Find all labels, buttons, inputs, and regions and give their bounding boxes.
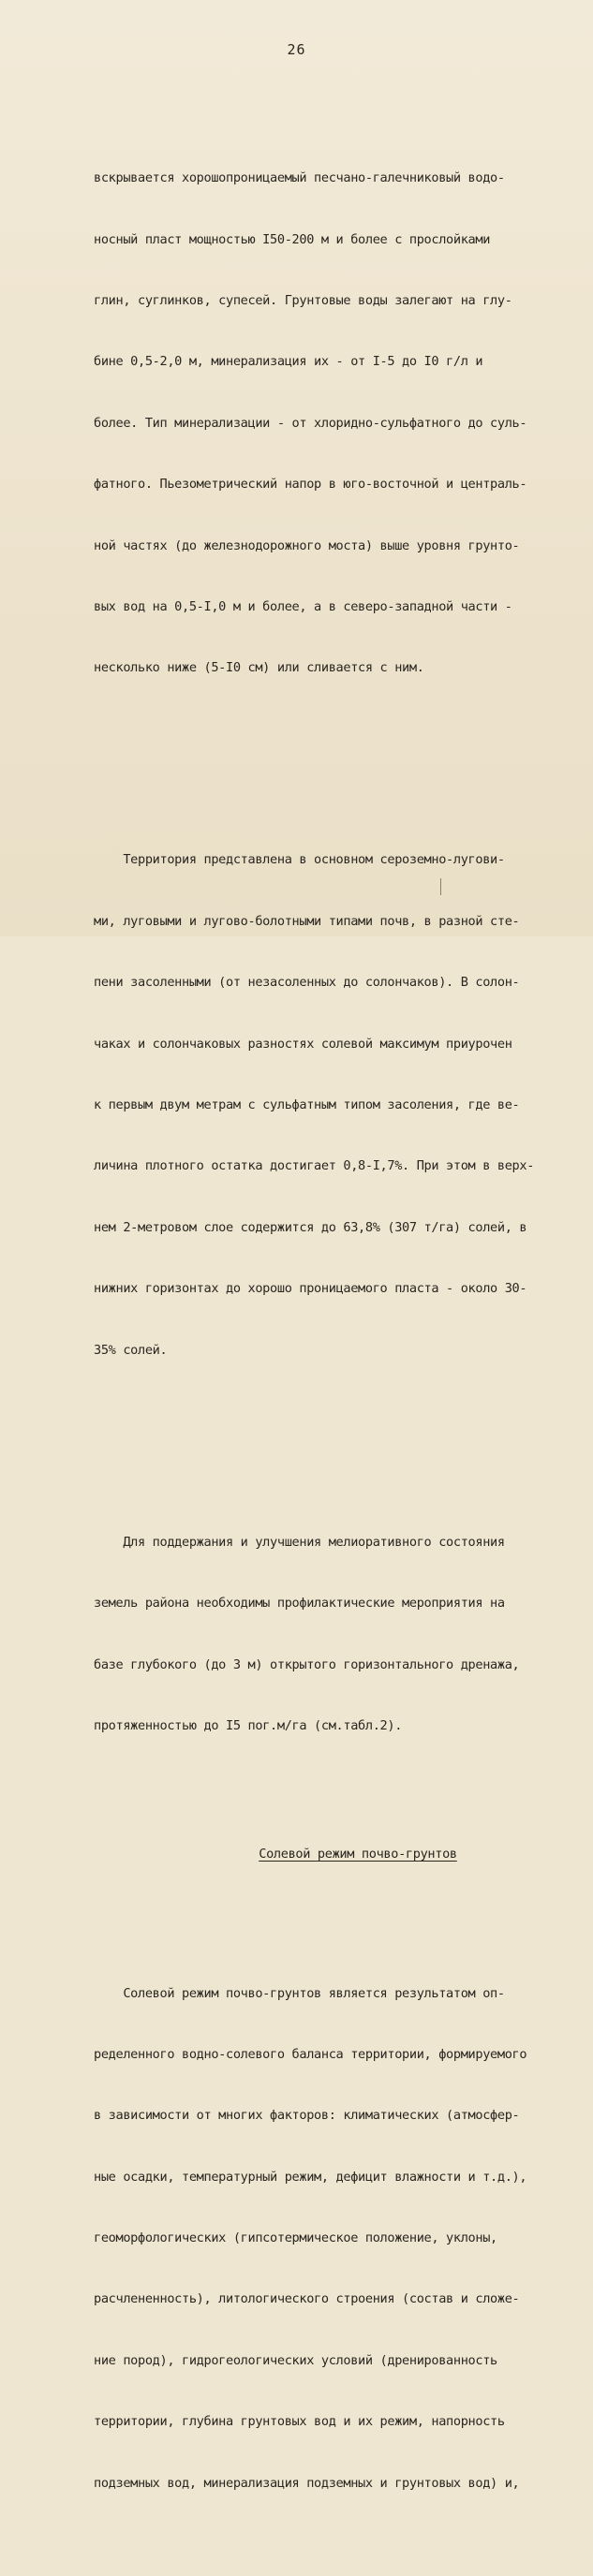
text-line: ные осадки, температурный режим, дефицит влажности и т.д.),	[94, 2169, 527, 2185]
text-line: глин, суглинков, супесей. Грунтовые воды залегают на глу-	[94, 292, 512, 308]
text-line: земель района необходимы профилактические мероприятия на	[94, 1596, 505, 1612]
text-line: протяженностью до I5 пог.м/га (см.табл.2).	[94, 1717, 403, 1733]
text-line: ной частях (до железнодорожного моста) выше уровня грунто-	[94, 537, 520, 553]
text-line: ределенного водно-солевого баланса территории, формируемого	[94, 2046, 527, 2062]
text-line: носный пласт мощностью I50-200 м и более с прослойками	[94, 231, 491, 247]
text-line: 35% солей.	[94, 1342, 168, 1358]
text-line: базе глубокого (до 3 м) открытого горизонтального дренажа,	[94, 1656, 520, 1672]
section-title: Солевой режим почво-грунтов	[259, 1846, 457, 1862]
text-line: подземных вод, минерализация подземных и грунтовых вод) и,	[94, 2475, 520, 2491]
text-line: Территория представлена в основном сероземно-лугови-	[94, 852, 505, 868]
paragraph-1	[94, 128, 566, 720]
scan-mark	[440, 878, 441, 895]
text-line: вскрывается хорошопроницаемый песчано-галечниковый водо-	[94, 170, 505, 186]
text-line: территории, глубина грунтовых вод и их режим, напорность	[94, 2414, 505, 2430]
text-line: личина плотного остатка достигает 0,8-I,7%. При этом в верх-	[94, 1158, 535, 1174]
text-line: к первым двум метрам с сульфатным типом засоления, где ве-	[94, 1097, 520, 1113]
text-line: пени засоленными (от незасоленных до солончаков). В солон-	[94, 975, 520, 991]
paragraph-gap	[94, 1443, 566, 1451]
text-line: ми, луговыми и лугово-болотными типами почв, в разной сте-	[94, 913, 520, 929]
text-line: в зависимости от многих факторов: климатических (атмосфер-	[94, 2108, 520, 2124]
text-line: несколько ниже (5-I0 см) или сливается с ним.	[94, 660, 424, 676]
text-line: бине 0,5-2,0 м, минерализация их - от I-5 до I0 г/л и	[94, 354, 483, 370]
text-line: вых вод на 0,5-I,0 м и более, а в северо-западной части -	[94, 598, 512, 614]
section-paragraph	[94, 1943, 566, 2535]
text-line: фатного. Пьезометрический напор в юго-восточной и централь-	[94, 477, 527, 493]
text-line: геоморфологических (гипсотермическое положение, уклоны,	[94, 2230, 497, 2246]
text-line: более. Тип минерализации - от хлоридно-сульфатного до суль-	[94, 415, 527, 431]
page-number: 26	[287, 41, 306, 58]
paragraph-gap	[94, 760, 566, 769]
text-line: расчлененность), литологического строения (состав и сложе-	[94, 2291, 520, 2307]
body-text	[94, 87, 566, 2576]
text-line: нем 2-метровом слое содержится до 63,8% (307 т/га) солей, в	[94, 1219, 527, 1235]
text-line: чаках и солончаковых разностях солевой максимум приурочен	[94, 1036, 512, 1052]
paragraph-2	[94, 810, 566, 1402]
text-line: ние пород), гидрогеологических условий (дренированность	[94, 2352, 497, 2368]
text-line: Солевой режим почво-грунтов является результатом оп-	[94, 1985, 505, 2001]
text-line: Для поддержания и улучшения мелиоративного состояния	[94, 1534, 505, 1550]
paragraph-3	[94, 1492, 566, 1777]
text-line: нижних горизонтах до хорошо проницаемого пласта - около 30-	[94, 1281, 527, 1297]
